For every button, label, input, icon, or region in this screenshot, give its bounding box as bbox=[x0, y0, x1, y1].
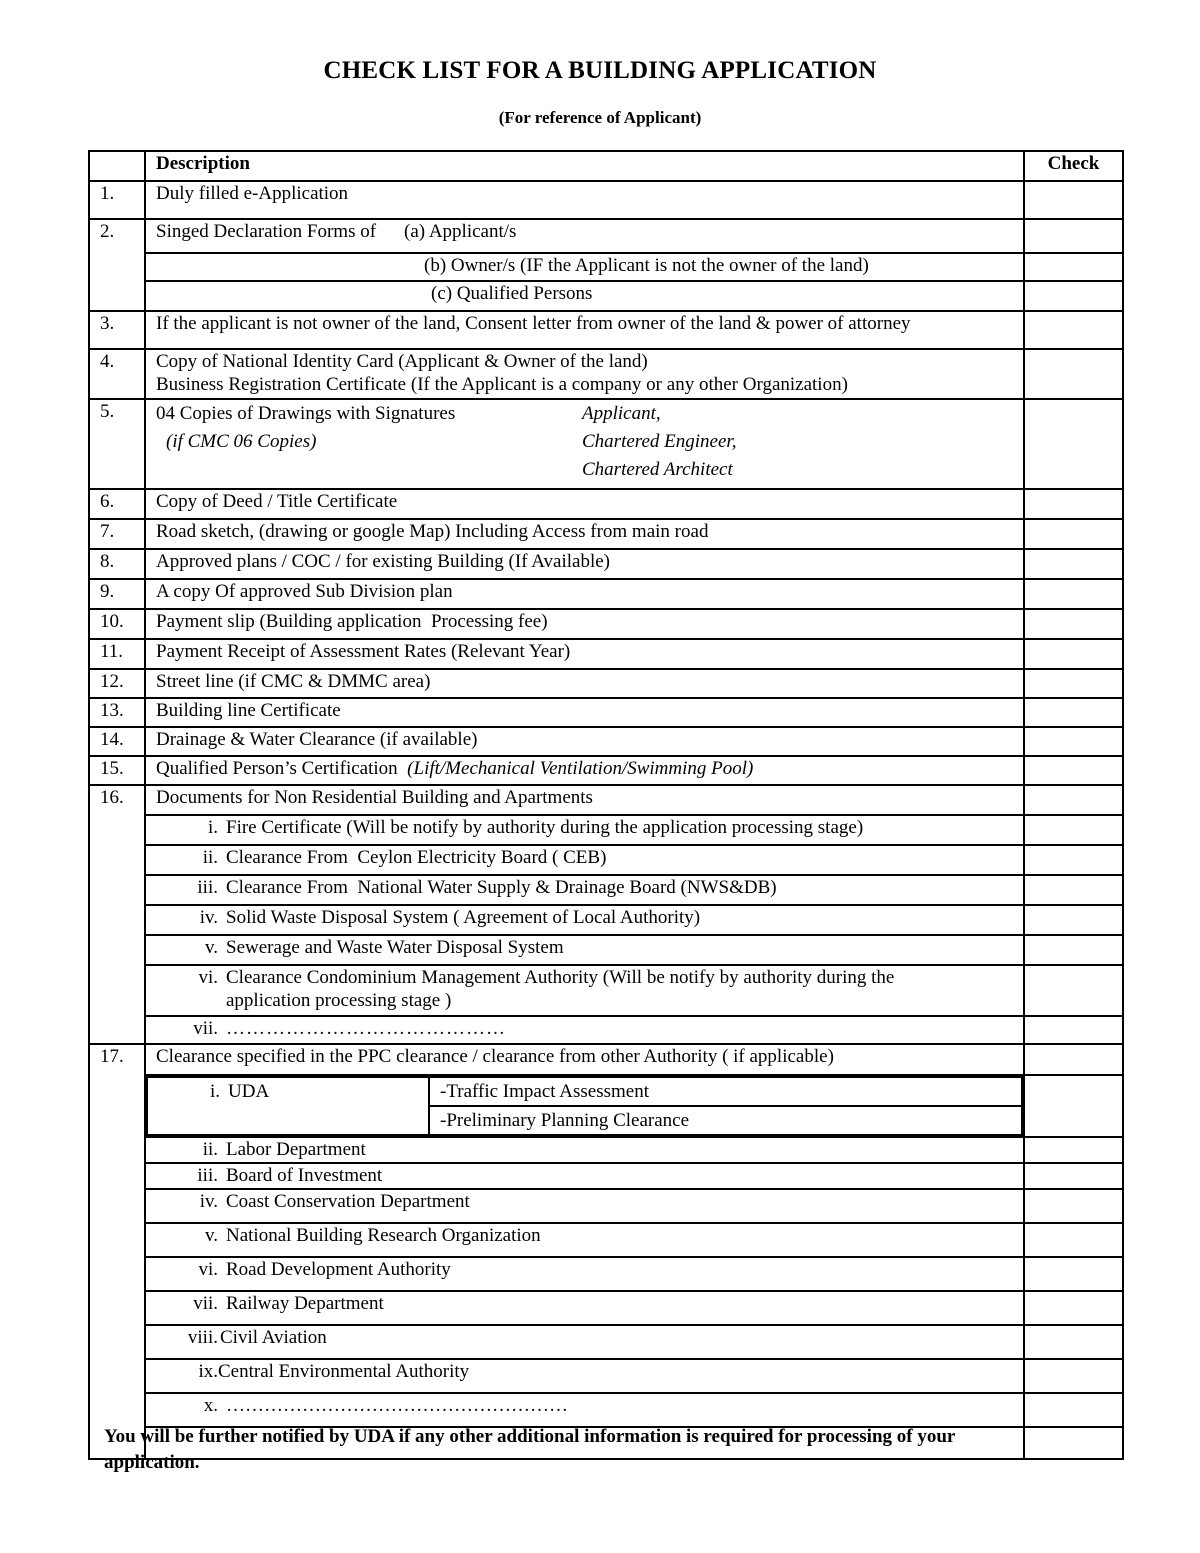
check-cell[interactable] bbox=[1024, 1359, 1123, 1393]
table-row bbox=[89, 965, 1123, 1016]
table-row bbox=[89, 727, 1123, 756]
table-row bbox=[89, 1137, 1123, 1163]
sub-text: Sewerage and Waste Water Disposal System bbox=[226, 937, 564, 958]
check-cell[interactable] bbox=[1024, 181, 1123, 219]
signature-engineer: Chartered Engineer, bbox=[582, 431, 737, 452]
row-description: Street line (if CMC & DMMC area) bbox=[145, 669, 1024, 698]
check-cell[interactable] bbox=[1024, 698, 1123, 727]
sub-number: viii. bbox=[187, 1327, 218, 1348]
table-row bbox=[89, 1359, 1123, 1393]
sub-item bbox=[145, 845, 1024, 875]
table-row bbox=[89, 815, 1123, 845]
check-cell[interactable] bbox=[1024, 1291, 1123, 1325]
row-number: 3. bbox=[89, 311, 145, 349]
sub-text: Solid Waste Disposal System ( Agreement of Local Authority) bbox=[226, 907, 701, 928]
row-number: 17. bbox=[89, 1044, 145, 1075]
sub-number: v. bbox=[204, 937, 218, 958]
row-description bbox=[145, 349, 1024, 399]
table-row bbox=[89, 1257, 1123, 1291]
row-number: 2. bbox=[89, 219, 145, 253]
row-number-empty bbox=[89, 815, 145, 845]
sub-item bbox=[145, 815, 1024, 845]
row-number: 1. bbox=[89, 181, 145, 219]
table-row bbox=[89, 1163, 1123, 1189]
check-cell[interactable] bbox=[1024, 1257, 1123, 1291]
table-row bbox=[89, 579, 1123, 609]
page-title: CHECK LIST FOR A BUILDING APPLICATION bbox=[323, 57, 877, 84]
sub-number: vi. bbox=[198, 967, 218, 988]
table-row bbox=[89, 935, 1123, 965]
table-row bbox=[89, 549, 1123, 579]
sub-number: iv. bbox=[199, 907, 218, 928]
row-number: 16. bbox=[89, 785, 145, 815]
check-cell[interactable] bbox=[1024, 549, 1123, 579]
table-row bbox=[89, 253, 1123, 281]
footer-note: You will be further notified by UDA if any other additional information is required for processing of your application. bbox=[104, 1426, 956, 1473]
sub-text: Fire Certificate (Will be notify by authority during the application processing stage) bbox=[226, 817, 864, 838]
sub-number: ii. bbox=[202, 847, 218, 868]
sub-number: vi. bbox=[198, 1259, 218, 1280]
sub-text: Central Environmental Authority bbox=[218, 1361, 470, 1382]
row-number-empty bbox=[89, 1257, 145, 1291]
sub-text: Coast Conservation Department bbox=[226, 1191, 470, 1212]
row-number: 15. bbox=[89, 756, 145, 785]
table-row bbox=[89, 281, 1123, 311]
check-cell[interactable] bbox=[1024, 1325, 1123, 1359]
table-row bbox=[89, 181, 1123, 219]
uda-subtable bbox=[146, 1076, 1023, 1136]
check-cell[interactable] bbox=[1024, 845, 1123, 875]
table-row bbox=[89, 1325, 1123, 1359]
table-row bbox=[89, 698, 1123, 727]
check-cell[interactable] bbox=[1024, 609, 1123, 639]
table-row bbox=[89, 1044, 1123, 1075]
header-check: Check bbox=[1024, 151, 1123, 181]
table-row bbox=[89, 489, 1123, 519]
table-row bbox=[89, 1075, 1123, 1137]
sub-item bbox=[145, 1257, 1024, 1291]
row-number-empty bbox=[89, 1137, 145, 1163]
check-cell[interactable] bbox=[1024, 489, 1123, 519]
desc-italic: (Lift/Mechanical Ventilation/Swimming Pool) bbox=[407, 758, 754, 779]
row-number: 9. bbox=[89, 579, 145, 609]
sub-number: i. bbox=[207, 817, 218, 838]
check-cell[interactable] bbox=[1024, 815, 1123, 845]
row-number-empty bbox=[89, 1016, 145, 1044]
sub-text-line-2: application processing stage ) bbox=[226, 990, 452, 1011]
header-description: Description bbox=[145, 151, 1024, 181]
check-cell[interactable] bbox=[1024, 905, 1123, 935]
row-number-empty bbox=[89, 875, 145, 905]
sub-item bbox=[145, 1137, 1024, 1163]
sub-text-dots: …………………………………… bbox=[226, 1018, 506, 1039]
sub-item bbox=[145, 965, 1024, 1016]
row-description: A copy Of approved Sub Division plan bbox=[145, 579, 1024, 609]
check-cell[interactable] bbox=[1024, 875, 1123, 905]
sub-item bbox=[145, 1163, 1024, 1189]
sub-number: i. bbox=[209, 1081, 220, 1102]
desc-text: Qualified Person’s Certification bbox=[156, 758, 398, 779]
desc-sub-b: (b) Owner/s (IF the Applicant is not the owner of the land) bbox=[424, 255, 869, 276]
table-row bbox=[89, 669, 1123, 698]
row-number: 11. bbox=[89, 639, 145, 669]
table-row bbox=[89, 1291, 1123, 1325]
check-cell[interactable] bbox=[1024, 935, 1123, 965]
row-description: If the applicant is not owner of the land, Consent letter from owner of the land & power of attorney bbox=[145, 311, 1024, 349]
row-number: 10. bbox=[89, 609, 145, 639]
desc-line-2: (if CMC 06 Copies) bbox=[166, 431, 317, 452]
desc-line-1: Copy of National Identity Card (Applicant & Owner of the land) bbox=[156, 351, 648, 372]
check-cell[interactable] bbox=[1024, 399, 1123, 489]
check-cell[interactable] bbox=[1024, 519, 1123, 549]
row-number-empty bbox=[89, 1359, 145, 1393]
sub-text: Railway Department bbox=[226, 1293, 384, 1314]
sub-text: Board of Investment bbox=[226, 1165, 383, 1186]
check-cell[interactable] bbox=[1024, 253, 1123, 281]
check-cell[interactable] bbox=[1024, 579, 1123, 609]
table-row bbox=[89, 1189, 1123, 1223]
row-number-empty bbox=[89, 1223, 145, 1257]
check-cell[interactable] bbox=[1024, 1044, 1123, 1075]
check-cell[interactable] bbox=[1024, 1189, 1123, 1223]
page-subtitle: (For reference of Applicant) bbox=[498, 108, 702, 127]
header-num-cell bbox=[89, 151, 145, 181]
check-cell[interactable] bbox=[1024, 1163, 1123, 1189]
desc-line-2: Business Registration Certificate (If the Applicant is a company or any other Organization) bbox=[156, 374, 848, 395]
table-header-row bbox=[89, 151, 1123, 181]
sub-text: Labor Department bbox=[226, 1139, 366, 1160]
sub-item bbox=[145, 1325, 1024, 1359]
row-number-empty bbox=[89, 1291, 145, 1325]
check-cell[interactable] bbox=[1024, 639, 1123, 669]
sub-number: v. bbox=[204, 1225, 218, 1246]
row-number: 4. bbox=[89, 349, 145, 399]
uda-cell bbox=[145, 1075, 1024, 1137]
check-cell[interactable] bbox=[1024, 349, 1123, 399]
check-cell[interactable] bbox=[1024, 1016, 1123, 1044]
row-description bbox=[145, 281, 1024, 311]
check-cell[interactable] bbox=[1024, 1427, 1123, 1459]
table-row bbox=[89, 845, 1123, 875]
table-row bbox=[89, 219, 1123, 253]
table-row bbox=[89, 756, 1123, 785]
row-description: Approved plans / COC / for existing Building (If Available) bbox=[145, 549, 1024, 579]
check-cell[interactable] bbox=[1024, 311, 1123, 349]
check-cell[interactable] bbox=[1024, 727, 1123, 756]
signature-applicant: Applicant, bbox=[582, 403, 661, 424]
check-cell[interactable] bbox=[1024, 1137, 1123, 1163]
sub-text: ……………………………………………… bbox=[226, 1395, 568, 1416]
sub-item bbox=[145, 1359, 1024, 1393]
row-number-empty bbox=[89, 1393, 145, 1427]
row-number: 12. bbox=[89, 669, 145, 698]
table-row bbox=[89, 349, 1123, 399]
table-row bbox=[89, 785, 1123, 815]
checklist-table bbox=[88, 150, 1124, 1460]
row-description: Payment slip (Building application Processing fee) bbox=[145, 609, 1024, 639]
sub-text: National Building Research Organization bbox=[226, 1225, 541, 1246]
sub-item bbox=[145, 905, 1024, 935]
check-cell[interactable] bbox=[1024, 219, 1123, 253]
row-number-empty bbox=[89, 1189, 145, 1223]
uda-text: UDA bbox=[228, 1081, 270, 1102]
row-number-empty bbox=[89, 253, 145, 281]
row-number-empty bbox=[89, 905, 145, 935]
sub-number: x. bbox=[203, 1395, 218, 1416]
uda-planning-clearance: -Preliminary Planning Clearance bbox=[429, 1106, 1022, 1135]
row-number: 8. bbox=[89, 549, 145, 579]
row-description: Road sketch, (drawing or google Map) Including Access from main road bbox=[145, 519, 1024, 549]
desc-sub-c: (c) Qualified Persons bbox=[431, 283, 593, 304]
sub-number: iii. bbox=[197, 877, 218, 898]
signature-architect: Chartered Architect bbox=[582, 459, 733, 480]
sub-item bbox=[145, 875, 1024, 905]
row-number-empty bbox=[89, 1325, 145, 1359]
sub-text: Clearance From National Water Supply & Drainage Board (NWS&DB) bbox=[226, 877, 777, 898]
table-row bbox=[89, 1223, 1123, 1257]
row-number-empty bbox=[89, 281, 145, 311]
sub-number: ii. bbox=[202, 1139, 218, 1160]
desc-line-1: 04 Copies of Drawings with Signatures bbox=[156, 403, 456, 424]
table-row bbox=[89, 875, 1123, 905]
sub-item bbox=[145, 1189, 1024, 1223]
table-row bbox=[89, 399, 1123, 489]
row-description bbox=[145, 756, 1024, 785]
row-number: 5. bbox=[89, 399, 145, 489]
row-description bbox=[145, 399, 1024, 489]
check-cell[interactable] bbox=[1024, 669, 1123, 698]
check-cell[interactable] bbox=[1024, 965, 1123, 1016]
sub-number: vii. bbox=[193, 1293, 218, 1314]
table-row bbox=[89, 311, 1123, 349]
sub-text: Civil Aviation bbox=[220, 1327, 327, 1348]
sub-number: ix. bbox=[198, 1361, 218, 1382]
table-row bbox=[89, 905, 1123, 935]
row-number-empty bbox=[89, 845, 145, 875]
row-number-empty bbox=[89, 1075, 145, 1137]
desc-text: Singed Declaration Forms of bbox=[156, 221, 377, 242]
sub-number: iv. bbox=[199, 1191, 218, 1212]
sub-item bbox=[145, 1016, 1024, 1044]
row-description bbox=[145, 219, 1024, 253]
table-row bbox=[89, 1393, 1123, 1427]
sub-number: iii. bbox=[197, 1165, 218, 1186]
sub-item bbox=[145, 1393, 1024, 1427]
sub-item bbox=[145, 935, 1024, 965]
row-description: Copy of Deed / Title Certificate bbox=[145, 489, 1024, 519]
sub-text: Clearance From Ceylon Electricity Board ( CEB) bbox=[226, 847, 607, 868]
check-cell[interactable] bbox=[1024, 1075, 1123, 1137]
table-row bbox=[89, 1016, 1123, 1044]
row-number: 13. bbox=[89, 698, 145, 727]
sub-text: Road Development Authority bbox=[226, 1259, 451, 1280]
check-cell[interactable] bbox=[1024, 756, 1123, 785]
row-number-empty bbox=[89, 1163, 145, 1189]
row-number-empty bbox=[89, 965, 145, 1016]
row-description: Documents for Non Residential Building and Apartments bbox=[145, 785, 1024, 815]
row-description: Drainage & Water Clearance (if available) bbox=[145, 727, 1024, 756]
row-description: Building line Certificate bbox=[145, 698, 1024, 727]
row-number-empty bbox=[89, 935, 145, 965]
row-description: Payment Receipt of Assessment Rates (Relevant Year) bbox=[145, 639, 1024, 669]
row-description: Duly filled e-Application bbox=[145, 181, 1024, 219]
check-cell[interactable] bbox=[1024, 1223, 1123, 1257]
check-cell[interactable] bbox=[1024, 785, 1123, 815]
table-row bbox=[89, 609, 1123, 639]
uda-label-cell bbox=[147, 1077, 429, 1135]
check-cell[interactable] bbox=[1024, 1393, 1123, 1427]
table-row bbox=[89, 639, 1123, 669]
check-cell[interactable] bbox=[1024, 281, 1123, 311]
sub-item bbox=[145, 1291, 1024, 1325]
sub-item bbox=[145, 1223, 1024, 1257]
desc-sub-a: (a) Applicant/s bbox=[404, 221, 517, 242]
row-number: 14. bbox=[89, 727, 145, 756]
row-description bbox=[145, 253, 1024, 281]
table-row bbox=[89, 519, 1123, 549]
sub-number: vii. bbox=[193, 1018, 218, 1039]
sub-text: Clearance Condominium Management Authority (Will be notify by authority during the bbox=[226, 967, 895, 988]
row-number: 6. bbox=[89, 489, 145, 519]
uda-traffic-assessment: -Traffic Impact Assessment bbox=[429, 1077, 1022, 1106]
row-description: Clearance specified in the PPC clearance / clearance from other Authority ( if applicable) bbox=[145, 1044, 1024, 1075]
row-number: 7. bbox=[89, 519, 145, 549]
